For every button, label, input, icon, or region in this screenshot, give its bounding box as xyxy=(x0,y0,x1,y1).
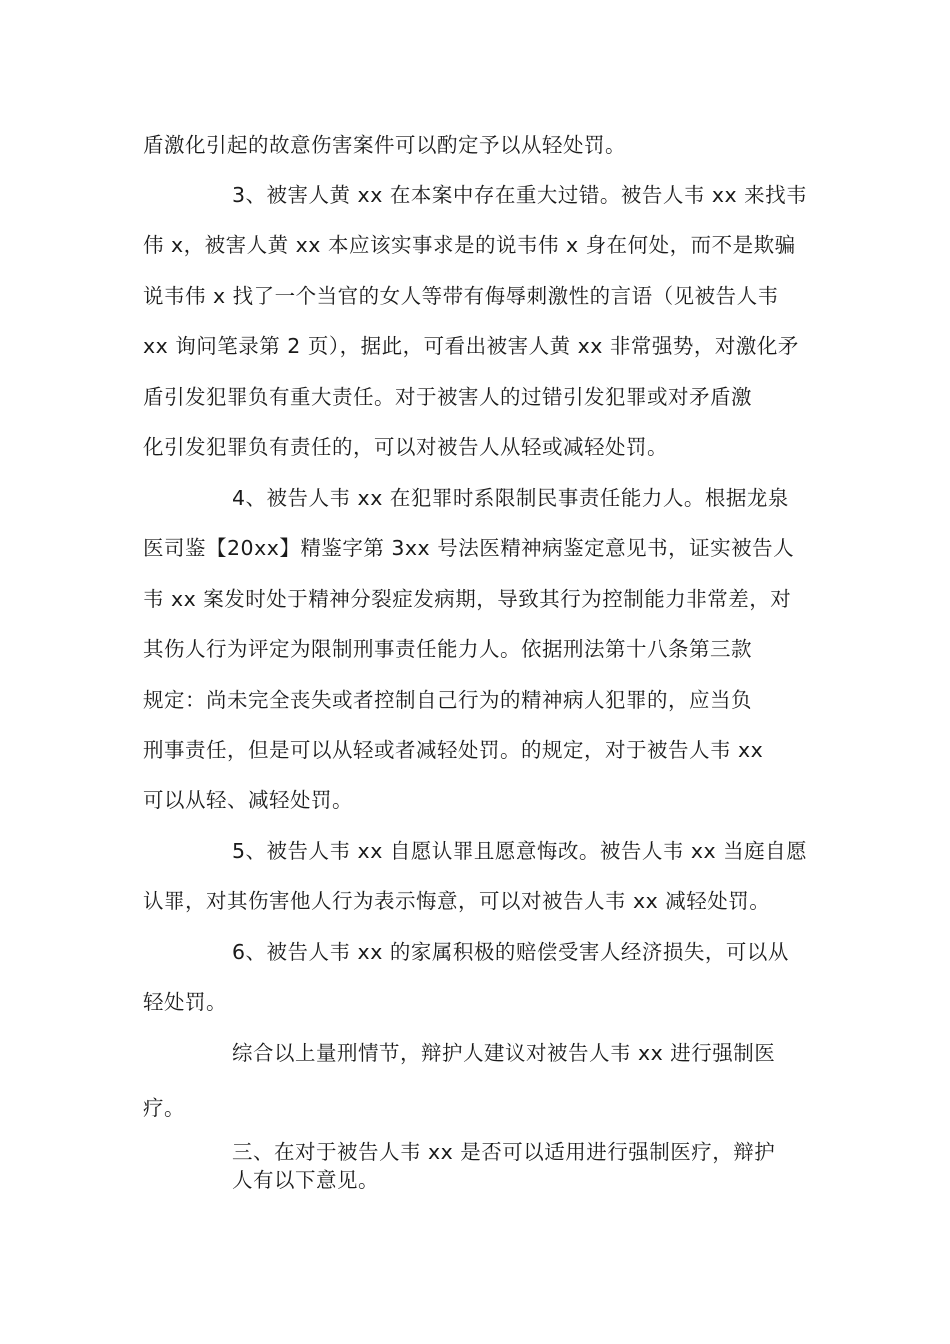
text-line: 三、在对于被告人韦 xx 是否可以适用进行强制医疗，辩护 xyxy=(232,1140,776,1164)
text-line: 化引发犯罪负有责任的，可以对被告人从轻或减轻处罚。 xyxy=(143,435,668,459)
text-line: 4、被告人韦 xx 在犯罪时系限制民事责任能力人。根据龙泉 xyxy=(232,486,789,510)
text-line: 规定：尚未完全丧失或者控制自己行为的精神病人犯罪的，应当负 xyxy=(143,688,752,712)
text-line: 人有以下意见。 xyxy=(232,1168,379,1192)
text-line: 其伤人行为评定为限制刑事责任能力人。依据刑法第十八条第三款 xyxy=(143,637,752,661)
text-line: 3、被害人黄 xx 在本案中存在重大过错。被告人韦 xx 来找韦 xyxy=(232,183,808,207)
text-line: 综合以上量刑情节，辩护人建议对被告人韦 xx 进行强制医 xyxy=(232,1041,776,1065)
text-line: 认罪，对其伤害他人行为表示悔意，可以对被告人韦 xx 减轻处罚。 xyxy=(143,889,771,913)
text-line: 盾引发犯罪负有重大责任。对于被害人的过错引发犯罪或对矛盾激 xyxy=(143,385,752,409)
text-line: 6、被告人韦 xx 的家属积极的赔偿受害人经济损失，可以从 xyxy=(232,940,789,964)
text-line: 刑事责任，但是可以从轻或者减轻处罚。的规定，对于被告人韦 xx xyxy=(143,738,764,762)
text-line: 可以从轻、减轻处罚。 xyxy=(143,788,353,812)
text-line: 轻处罚。 xyxy=(143,990,227,1014)
text-line: 韦 xx 案发时处于精神分裂症发病期，导致其行为控制能力非常差，对 xyxy=(143,587,792,611)
text-line: 5、被告人韦 xx 自愿认罪且愿意悔改。被告人韦 xx 当庭自愿 xyxy=(232,839,808,863)
text-line: 疗。 xyxy=(143,1096,185,1120)
text-line: xx 询问笔录第 2 页），据此，可看出被害人黄 xx 非常强势，对激化矛 xyxy=(143,334,799,358)
text-line: 医司鉴【20xx】精鉴字第 3xx 号法医精神病鉴定意见书，证实被告人 xyxy=(143,536,795,560)
text-line: 伟 x，被害人黄 xx 本应该实事求是的说韦伟 x 身在何处，而不是欺骗 xyxy=(143,233,796,257)
text-line: 盾激化引起的故意伤害案件可以酌定予以从轻处罚。 xyxy=(143,133,626,157)
text-line: 说韦伟 x 找了一个当官的女人等带有侮辱刺激性的言语（见被告人韦 xyxy=(143,284,779,308)
